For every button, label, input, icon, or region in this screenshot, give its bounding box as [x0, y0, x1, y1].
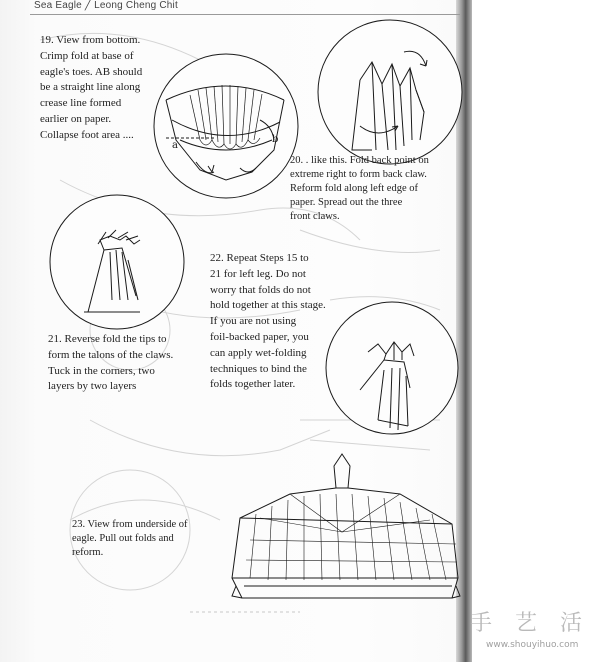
step-19-text: 19. View from bottom. Crimp fold at base of eagle's toes. AB should be a straight line along crease line formed earlier on paper. Collapse foot area ....	[40, 34, 143, 141]
step-22-text: 22. Repeat Steps 15 to 21 for left leg. Do not worry that folds do not hold together at this stage. If you are not using foil-backed paper, you can apply wet-folding techniques to bind the folds together later.	[210, 252, 326, 391]
label-point-a: a	[172, 140, 178, 151]
step-20-text: 20. . like this. Fold back point on extreme right to form back claw. Reform fold along left edge of paper. Spread out the three front claws.	[290, 155, 429, 222]
label-point-b: b	[272, 134, 279, 145]
step-21-text: 21. Reverse fold the tips to form the talons of the claws. Tuck in the corners, two layers by two layers	[48, 333, 174, 393]
diagram-step-20	[318, 20, 462, 164]
watermark-url: www.shouyihuo.com	[486, 640, 579, 650]
diagram-step-23	[232, 454, 460, 598]
diagram-step-21	[50, 195, 184, 329]
step-23-text: 23. View from underside of eagle. Pull out folds and reform.	[72, 519, 188, 558]
page-header: Sea Eagle ╱ Leong Cheng Chit	[34, 0, 178, 11]
watermark-logo: 手 艺 活	[470, 611, 590, 636]
